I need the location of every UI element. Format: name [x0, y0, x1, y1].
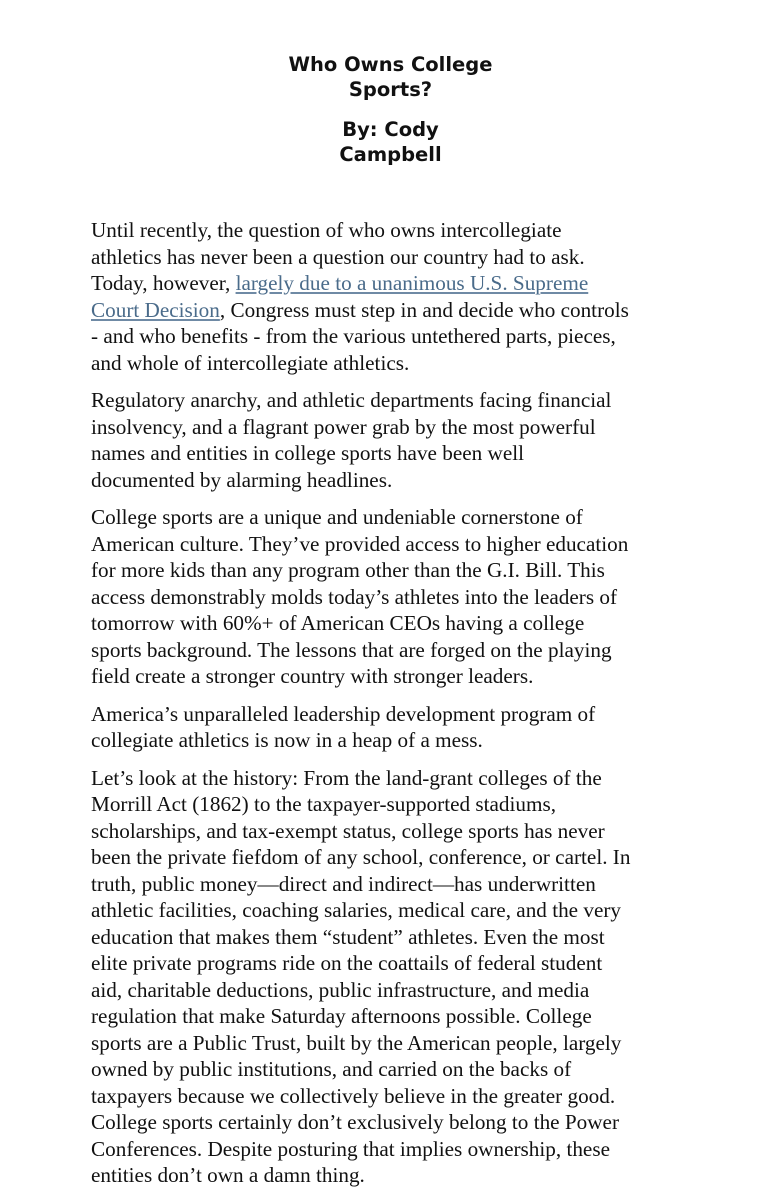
paragraph-5: [91, 765, 691, 1189]
paragraph-line: Regulatory anarchy, and athletic departments facing financial: [91, 388, 612, 412]
paragraph-line: for more kids than any program other than the G.I. Bill. This: [91, 558, 605, 582]
paragraph-line: American culture. They’ve provided access to higher education: [91, 531, 629, 556]
page-title-line-2: Sports?: [348, 78, 433, 101]
paragraph-line: Let’s look at the history: From the land-grant colleges of the: [91, 765, 602, 790]
paragraph-text: Today, however,: [91, 271, 236, 295]
paragraph-line: America’s unparalleled leadership development program of: [91, 701, 596, 726]
byline-line-1: By: Cody: [342, 118, 439, 141]
paragraph-1: [91, 217, 691, 376]
paragraph-4: [91, 701, 691, 754]
paragraph-text: , Congress must step in and decide who controls: [219, 297, 629, 322]
article-body: [91, 217, 691, 1200]
paragraph-line: athletic facilities, coaching salaries, medical care, and the very: [91, 898, 622, 922]
paragraph-line: field create a stronger country with stronger leaders.: [91, 664, 534, 688]
paragraph-2: [91, 387, 691, 493]
paragraph-line: insolvency, and a flagrant power grab by the most powerful: [91, 414, 596, 439]
paragraph-line: elite private programs ride on the coattails of federal student: [91, 951, 603, 975]
paragraph-line: been the private fiefdom of any school, conference, or cartel. In: [91, 845, 631, 869]
paragraph-line: tomorrow with 60%+ of American CEOs having a college: [91, 611, 585, 635]
paragraph-line: documented by alarming headlines.: [91, 467, 393, 492]
paragraph-line: collegiate athletics is now in a heap of a mess.: [91, 728, 483, 752]
paragraph-line: College sports certainly don’t exclusively belong to the Power: [91, 1110, 620, 1134]
paragraph-line: entities don’t own a damn thing.: [91, 1163, 365, 1187]
title-block: [0, 52, 781, 167]
paragraph-line: Morrill Act (1862) to the taxpayer-supported stadiums,: [91, 792, 557, 816]
paragraph-line: athletics has never been a question our country had to ask.: [91, 244, 585, 269]
paragraph-line: sports background. The lessons that are forged on the playing: [91, 637, 612, 662]
paragraph-line: owned by public institutions, and carried on the backs of: [91, 1057, 572, 1081]
paragraph-line: [91, 270, 691, 297]
paragraph-line: Until recently, the question of who owns intercollegiate: [91, 218, 562, 242]
paragraph-line: Conferences. Despite posturing that implies ownership, these: [91, 1136, 610, 1161]
byline-line-2: Campbell: [339, 143, 442, 166]
paragraph-line: aid, charitable deductions, public infrastructure, and media: [91, 977, 590, 1002]
paragraph-3: [91, 504, 691, 690]
paragraph-line: College sports are a unique and undeniable cornerstone of: [91, 505, 583, 529]
paragraph-line: [91, 297, 691, 324]
paragraph-line: truth, public money—direct and indirect—has underwritten: [91, 871, 596, 896]
paragraph-line: regulation that make Saturday afternoons possible. College: [91, 1004, 592, 1028]
supreme-court-decision-link[interactable]: largely due to a unanimous U.S. Supreme: [235, 271, 589, 295]
paragraph-line: and whole of intercollegiate athletics.: [91, 350, 410, 375]
paragraph-line: access demonstrably molds today’s athletes into the leaders of: [91, 584, 618, 609]
paragraph-line: taxpayers because we collectively believe in the greater good.: [91, 1083, 616, 1108]
paragraph-line: education that makes them “student” athletes. Even the most: [91, 924, 605, 949]
paragraph-line: names and entities in college sports have been well: [91, 441, 525, 465]
paragraph-line: scholarships, and tax-exempt status, college sports has never: [91, 818, 605, 843]
supreme-court-decision-link-continued[interactable]: Court Decision: [91, 297, 220, 322]
paragraph-line: sports are a Public Trust, built by the American people, largely: [91, 1030, 622, 1055]
paragraph-line: - and who benefits - from the various untethered parts, pieces,: [91, 324, 616, 348]
byline: [0, 117, 781, 167]
page-title-line-1: Who Owns College: [288, 53, 493, 76]
